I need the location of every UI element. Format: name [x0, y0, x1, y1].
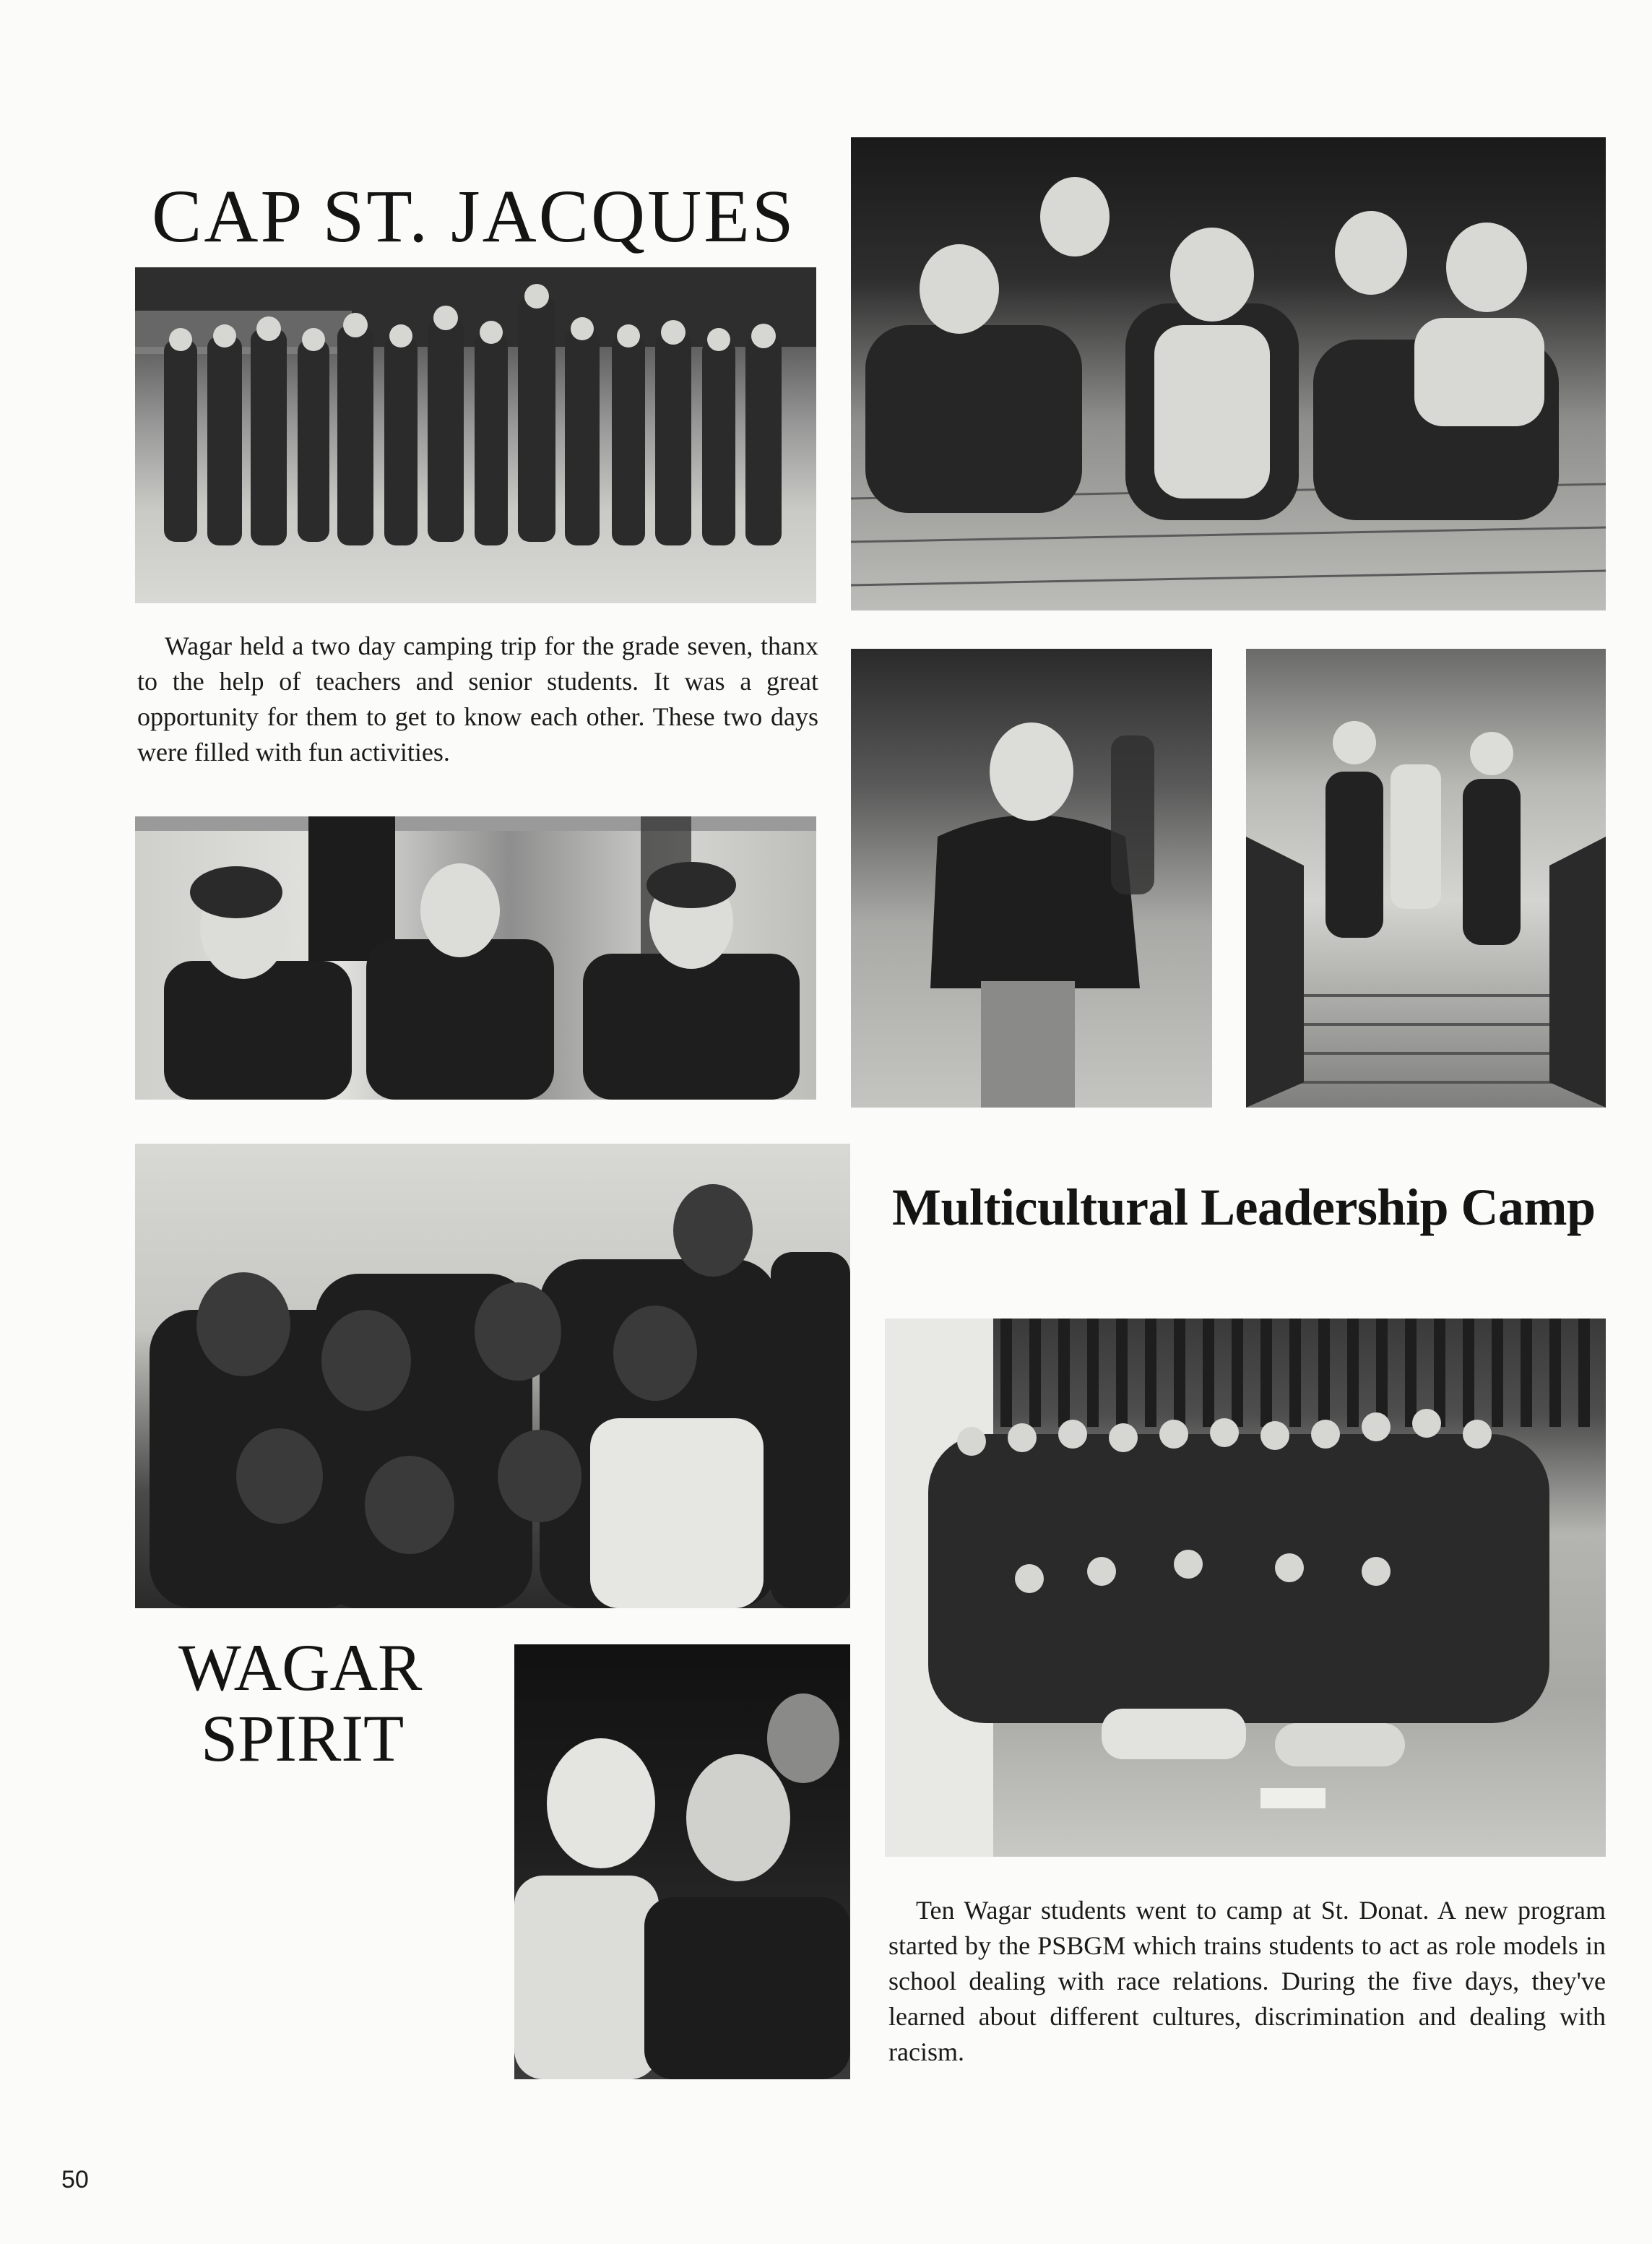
cap-st-jacques-heading: CAP ST. JACQUES — [152, 175, 796, 258]
multicultural-caption: Ten Wagar students went to camp at St. Donat. A new program started by the PSBGM which trains students to act as role models in school dealing with race relations. During the five days, they've learned about different cultures, discrimination and dealing with racism. — [888, 1896, 1606, 2066]
wagar-spirit-group-photo — [135, 1144, 850, 1608]
page-number: 50 — [61, 2166, 89, 2193]
dock-students-photo — [851, 137, 1606, 610]
camp-group-photo — [885, 1319, 1606, 1857]
multicultural-heading: Multicultural Leadership Camp — [892, 1178, 1596, 1236]
wagar-spirit-heading-line1: WAGAR — [178, 1631, 423, 1704]
wagar-spirit-heading-line2: SPIRIT — [201, 1701, 405, 1775]
group-beach-photo — [135, 267, 816, 603]
running-boy-photo — [851, 649, 1212, 1108]
rope-bridge-photo — [1246, 649, 1606, 1108]
cap-st-jacques-caption: Wagar held a two day camping trip for the grade seven, thanx to the help of teachers and senior students. It was a great opportunity for them to get to know each other. These two days were filled with fun activities. — [137, 631, 818, 767]
two-girls-photo — [514, 1644, 850, 2079]
teachers-photo — [135, 816, 816, 1100]
